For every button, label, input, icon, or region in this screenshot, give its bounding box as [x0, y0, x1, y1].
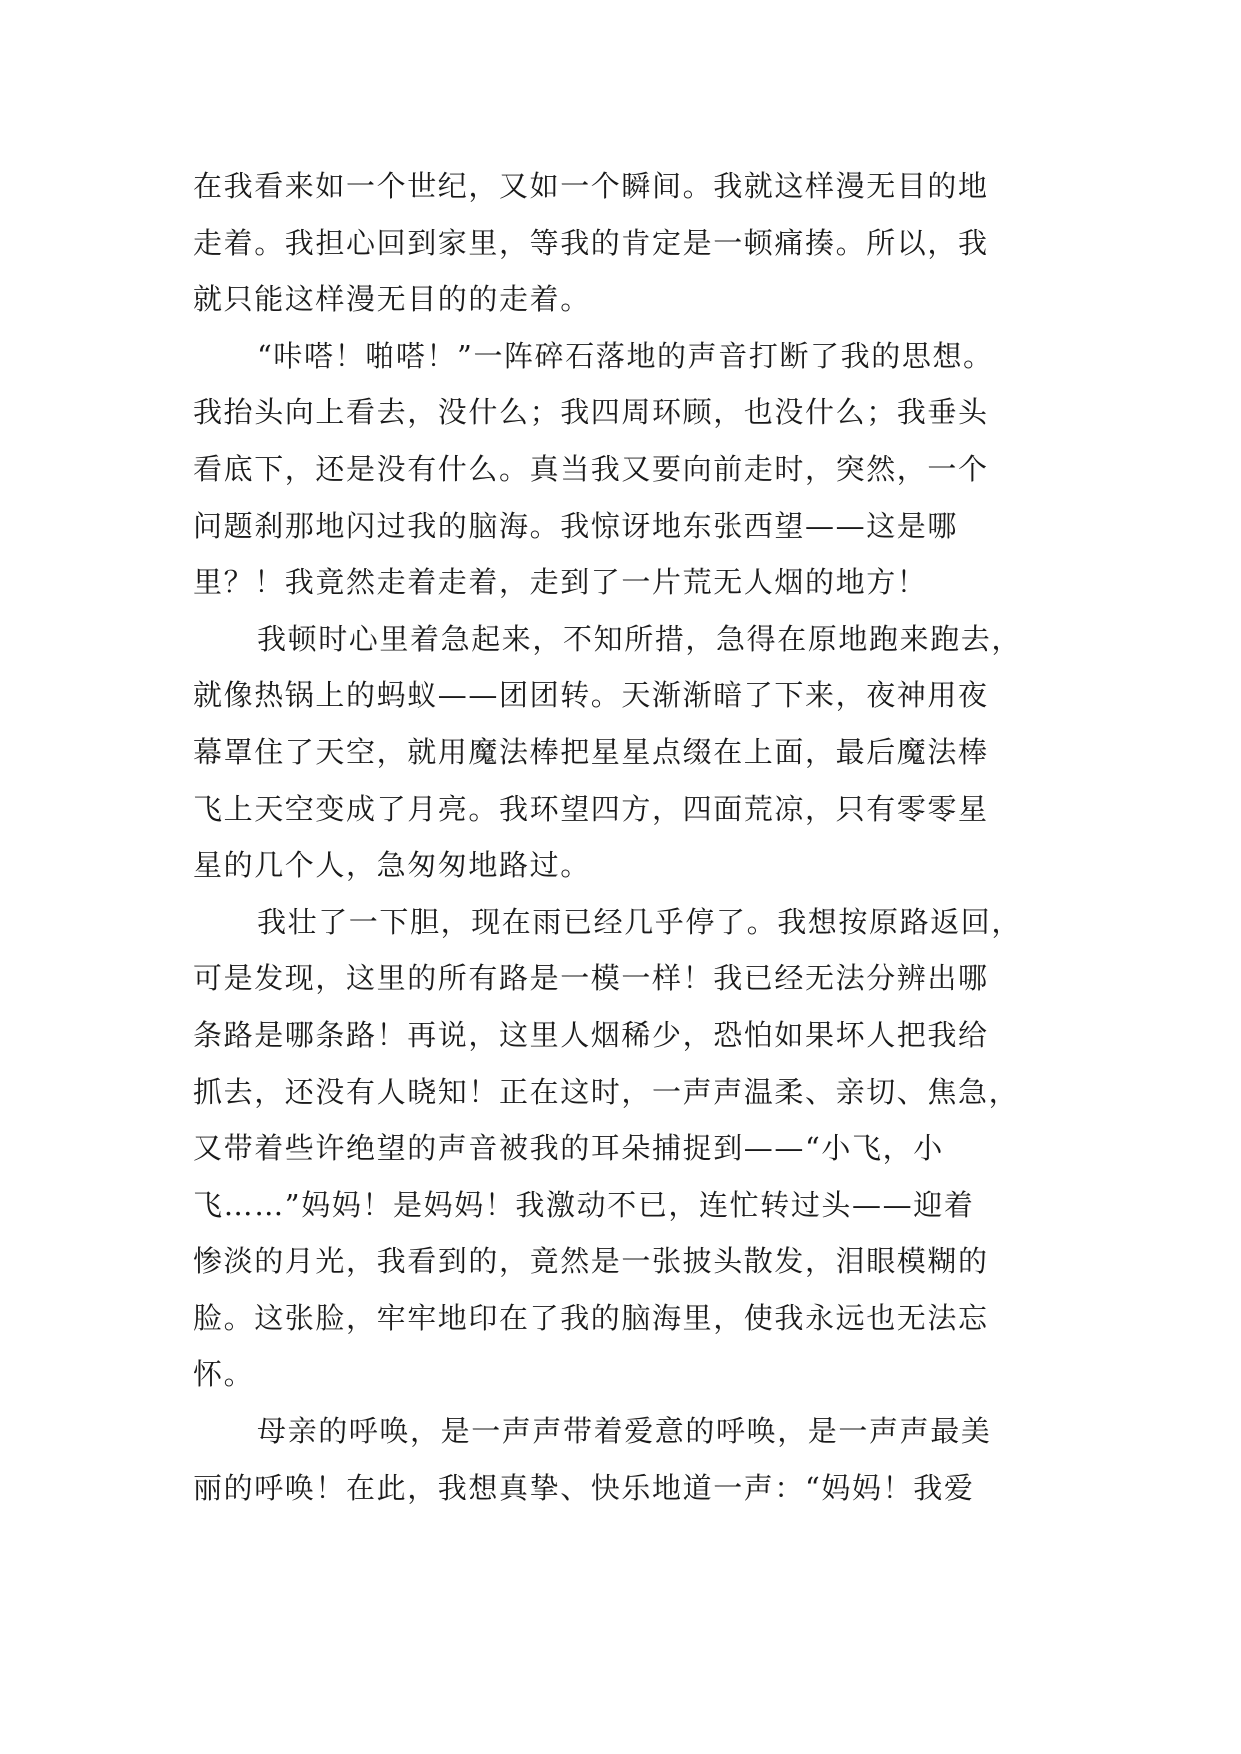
- text-line: 里？！我竟然走着走着，走到了一片荒无人烟的地方！: [193, 565, 928, 600]
- text-line: 问题刹那地闪过我的脑海。我惊讶地东张西望——这是哪: [193, 508, 959, 543]
- text-line: 又带着些许绝望的声音被我的耳朵捕捉到——“小飞，小: [193, 1131, 944, 1166]
- text-line: 条路是哪条路！再说，这里人烟稀少，恐怕如果坏人把我给: [193, 1017, 989, 1052]
- text-line: 就像热锅上的蚂蚁——团团转。天渐渐暗了下来，夜神用夜: [193, 678, 989, 713]
- text-line: 我顿时心里着急起来，不知所措，急得在原地跑来跑去，: [257, 621, 1023, 656]
- text-line: 惨淡的月光，我看到的，竟然是一张披头散发，泪眼模糊的: [193, 1244, 989, 1279]
- text-line: 脸。这张脸，牢牢地印在了我的脑海里，使我永远也无法忘: [193, 1300, 989, 1335]
- text-line: 在我看来如一个世纪，又如一个瞬间。我就这样漫无目的地: [193, 169, 989, 203]
- text-line: 飞……”妈妈！是妈妈！我激动不已，连忙转过头——迎着: [193, 1187, 975, 1222]
- text-line: 我抬头向上看去，没什么；我四周环顾，也没什么；我垂头: [193, 395, 989, 430]
- text-line: 抓去，还没有人晓知！正在这时，一声声温柔、亲切、焦急，: [193, 1074, 1020, 1109]
- text-line: 丽的呼唤！在此，我想真挚、快乐地道一声：“妈妈！我爱: [193, 1470, 975, 1505]
- text-line: 就只能这样漫无目的的走着。: [193, 282, 591, 317]
- text-line: 看底下，还是没有什么。真当我又要向前走时，突然，一个: [193, 451, 989, 486]
- body-text: [193, 158, 1055, 1516]
- text-line: 幕罩住了天空，就用魔法棒把星星点缀在上面，最后魔法棒: [193, 734, 989, 769]
- text-line: “咔嗒！啪嗒！”一阵碎石落地的声音打断了我的思想。: [257, 338, 994, 373]
- text-line: 飞上天空变成了月亮。我环望四方，四面荒凉，只有零零星: [193, 791, 989, 826]
- text-line: 母亲的呼唤，是一声声带着爱意的呼唤，是一声声最美: [257, 1414, 992, 1449]
- text-line: 可是发现，这里的所有路是一模一样！我已经无法分辨出哪: [193, 961, 989, 996]
- text-line: 我壮了一下胆，现在雨已经几乎停了。我想按原路返回，: [257, 904, 1023, 939]
- text-line: 走着。我担心回到家里，等我的肯定是一顿痛揍。所以，我: [193, 225, 989, 260]
- text-line: 星的几个人，急匆匆地路过。: [193, 848, 591, 883]
- text-line: 怀。: [193, 1357, 255, 1392]
